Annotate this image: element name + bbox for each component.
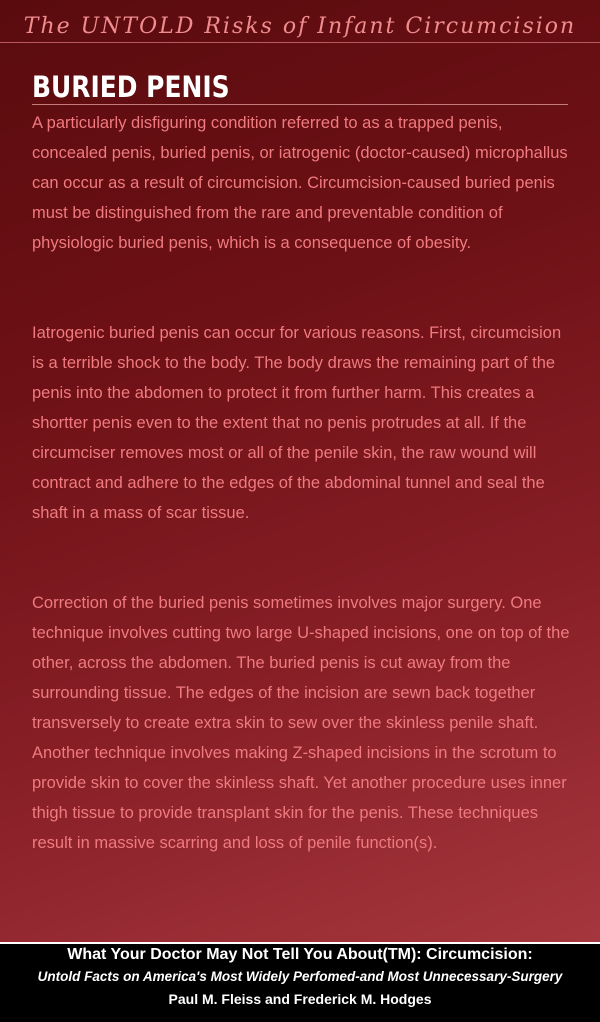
paragraph-correction: Correction of the buried penis sometimes involves major surgery. One technique involves cutting two large U-shaped incisions, one on top of the other, across the abdomen. The buried penis is cut away from the surrounding tissue. The edges of the incision are sewn back together transversely to create extra skin to sew over the skinless penile shaft. Another technique involves making Z-shaped incisions in the scrotum to provide skin to cover the skinless shaft. Yet another procedure uses inner thigh tissue to provide transplant skin for the penis. These techniques result in massive scarring and loss of penile function(s). [32, 594, 570, 852]
book-authors: Paul M. Fleiss and Frederick M. Hodges [168, 991, 432, 1007]
book-title: What Your Doctor May Not Tell You About(TM): Circumcision: [67, 946, 533, 963]
section-heading: BURIED PENIS [32, 70, 230, 104]
citation-footer [0, 944, 600, 1022]
page-title: The UNTOLD Risks of Infant Circumcision [23, 14, 577, 39]
paragraph-definition: A particularly disfiguring condition referred to as a trapped penis, concealed penis, buried penis, or iatrogenic (doctor-caused) microphallus can occur as a result of circumcision. Circumcision-caused buried penis must be distinguished from the rare and preventable condition of physiologic buried penis, which is a consequence of obesity. [32, 114, 568, 252]
heading-divider [32, 104, 568, 105]
paragraph-causes: Iatrogenic buried penis can occur for various reasons. First, circumcision is a terrible shock to the body. The body draws the remaining part of the penis into the abdomen to protect it from further harm. This creates a shortter penis even to the extent that no penis protrudes at all. If the circumciser removes most or all of the penile skin, the raw wound will contract and adhere to the edges of the abdominal tunnel and seal the shaft in a mass of scar tissue. [32, 324, 562, 522]
book-subtitle: Untold Facts on America's Most Widely Perfomed-and Most Unnecessary-Surgery [37, 969, 563, 984]
header-divider [0, 42, 600, 43]
